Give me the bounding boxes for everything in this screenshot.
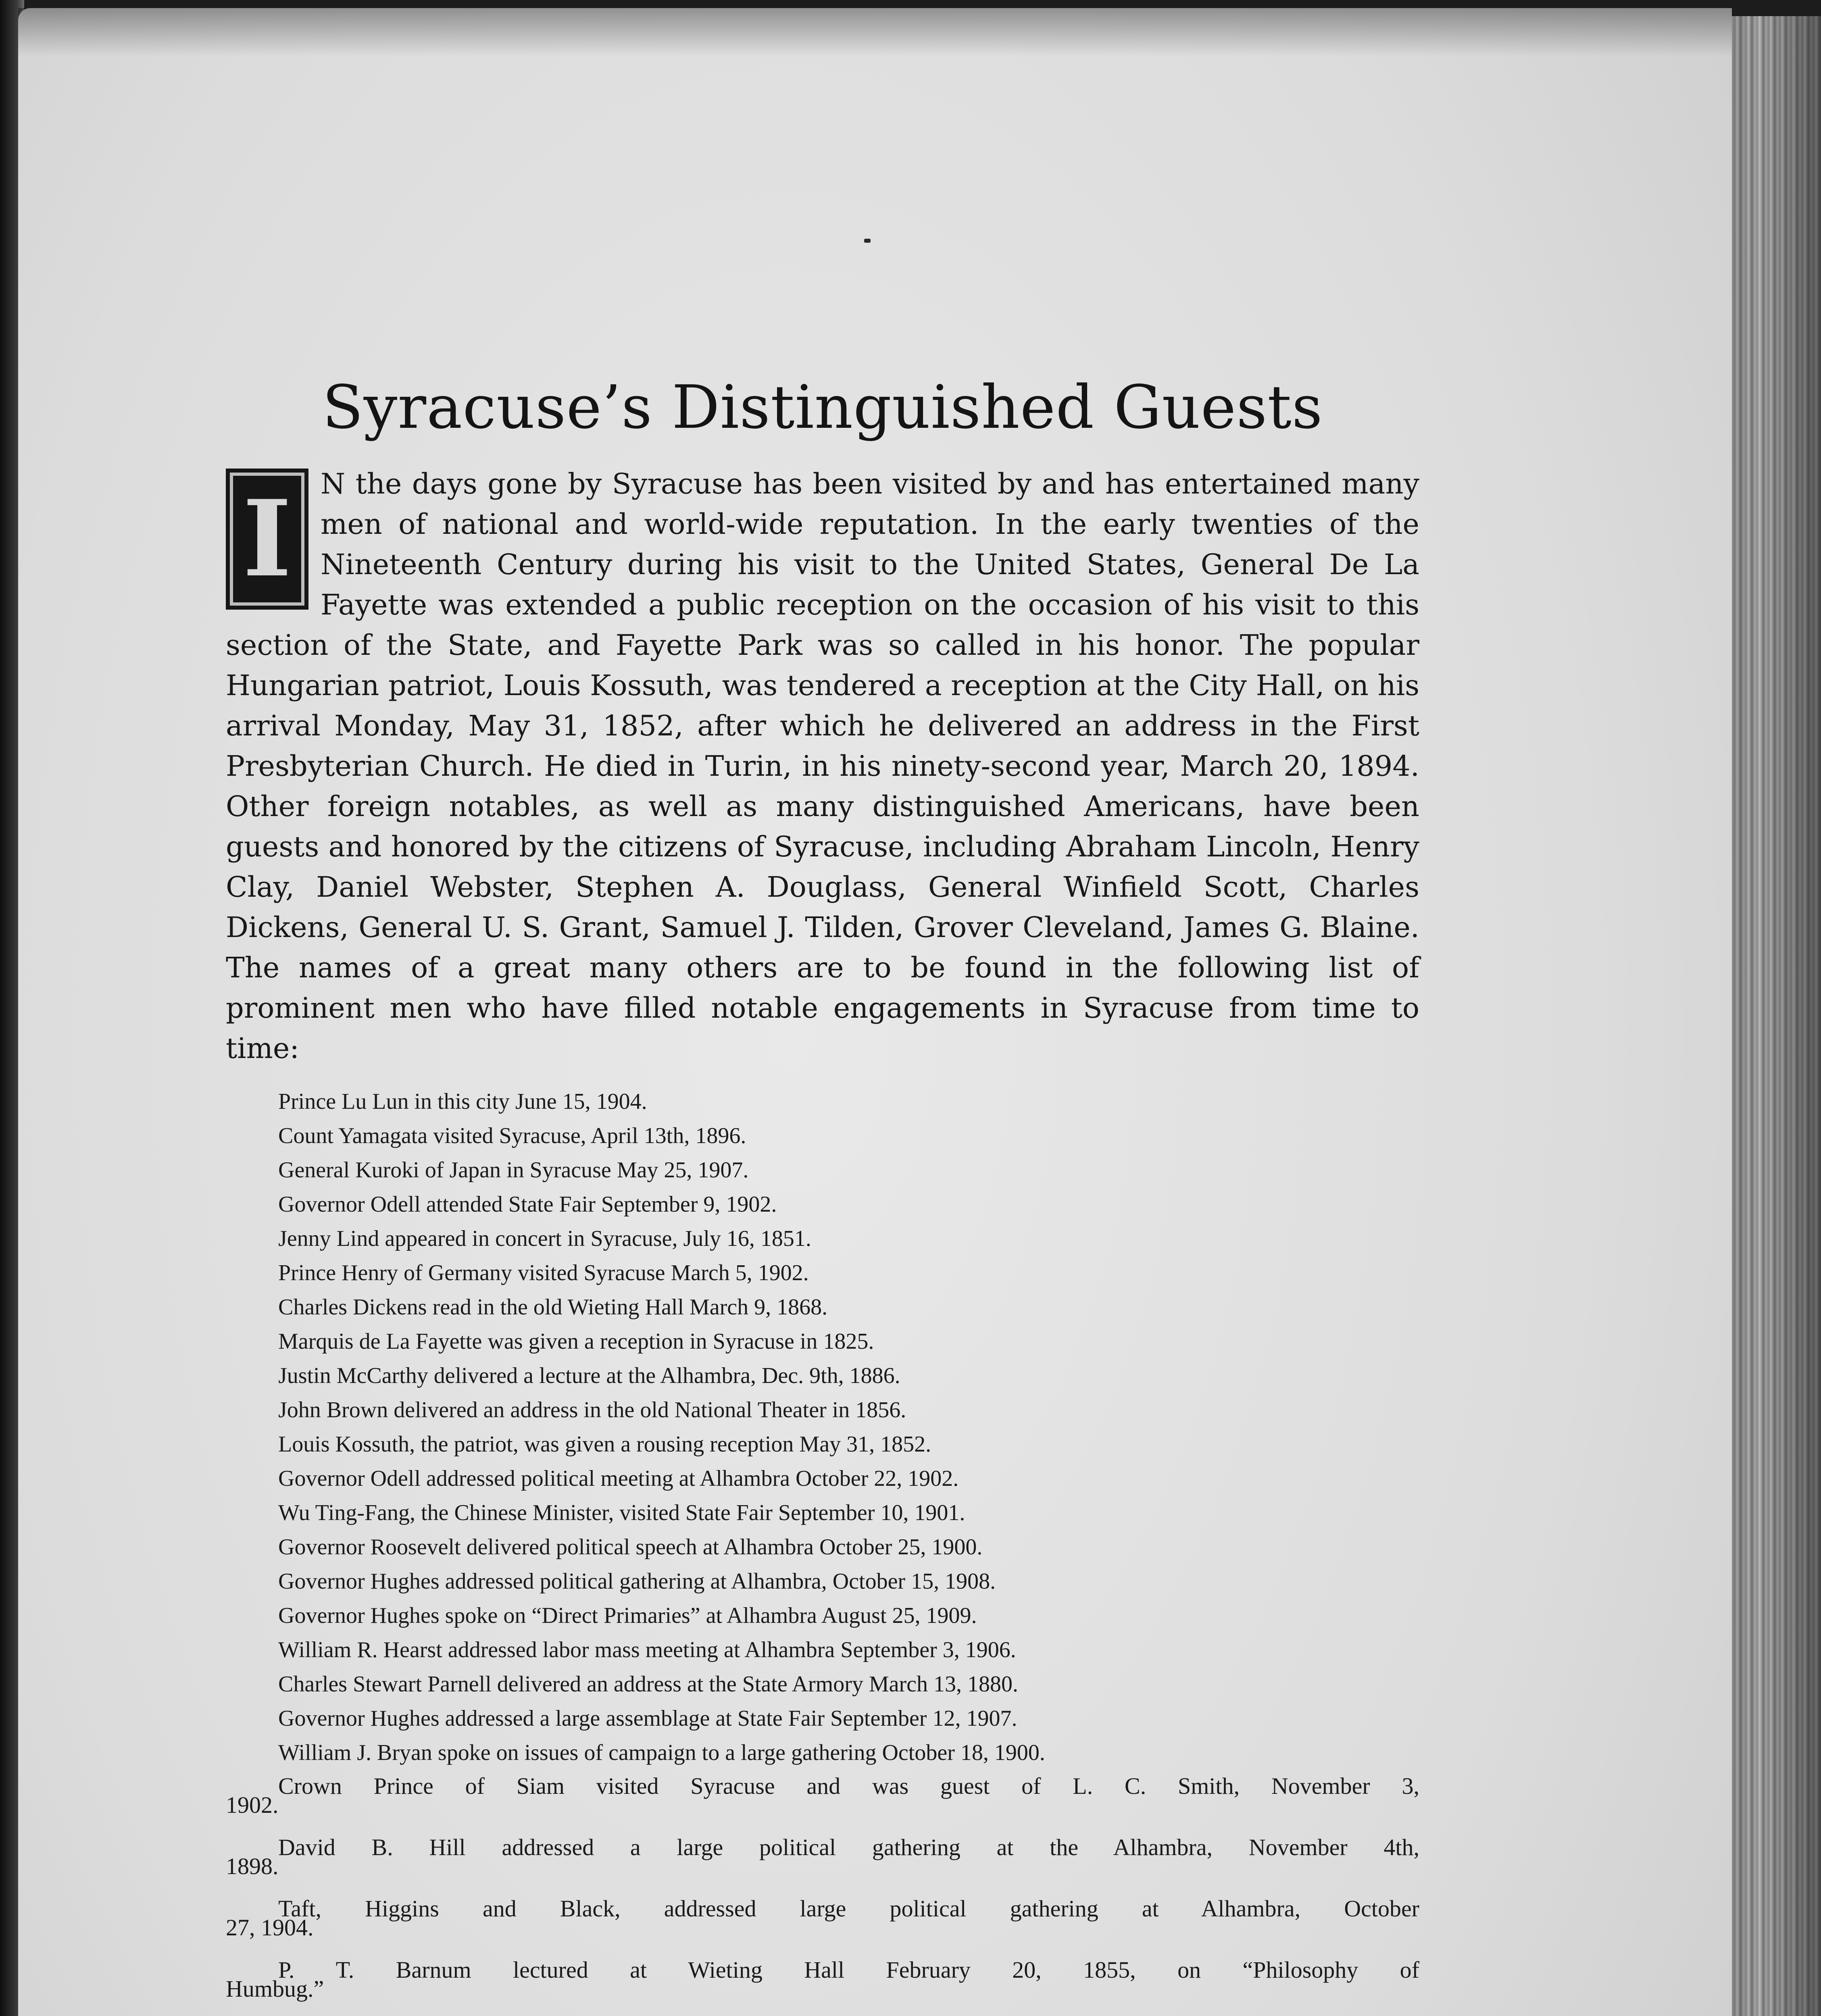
list-item: John Brown delivered an address in the old National Theater in 1856. bbox=[278, 1397, 906, 1422]
guest-list bbox=[226, 1085, 1419, 1770]
list-item: Governor Odell addressed political meeting at Alhambra October 22, 1902. bbox=[278, 1466, 959, 1491]
list-item: William R. Hearst addressed labor mass meeting at Alhambra September 3, 1906. bbox=[278, 1637, 1016, 1662]
list-item: Wu Ting-Fang, the Chinese Minister, visited State Fair September 10, 1901. bbox=[278, 1500, 965, 1525]
intro-paragraph bbox=[226, 464, 1419, 1068]
entry-item bbox=[226, 1893, 1419, 1954]
print-mark bbox=[864, 239, 871, 243]
page-title: Syracuse’s Distinguished Guests bbox=[322, 373, 1323, 442]
entry-continuation: Humbug.” bbox=[226, 1976, 324, 2002]
list-item: Governor Hughes addressed political gathering at Alhambra, October 15, 1908. bbox=[278, 1569, 996, 1594]
list-item: Governor Odell attended State Fair September 9, 1902. bbox=[278, 1192, 777, 1217]
entry-item bbox=[226, 1954, 1419, 2015]
list-item: General Kuroki of Japan in Syracuse May 25, 1907. bbox=[278, 1158, 749, 1183]
list-item: Jenny Lind appeared in concert in Syracuse, July 16, 1851. bbox=[278, 1226, 811, 1251]
list-item: Justin McCarthy delivered a lecture at the Alhambra, Dec. 9th, 1886. bbox=[278, 1363, 900, 1388]
list-item: Louis Kossuth, the patriot, was given a rousing reception May 31, 1852. bbox=[278, 1432, 931, 1457]
entry-continuation: 1898. bbox=[226, 1853, 279, 1879]
list-item: Charles Stewart Parnell delivered an address at the State Armory March 13, 1880. bbox=[278, 1672, 1019, 1697]
list-item: Prince Lu Lun in this city June 15, 1904. bbox=[278, 1089, 647, 1114]
list-item: Count Yamagata visited Syracuse, April 13th, 1896. bbox=[278, 1123, 746, 1148]
entry-text: Crown Prince of Siam visited Syracuse and was guest of L. C. Smith, November 3, bbox=[278, 1773, 1419, 1799]
entry-text: David B. Hill addressed a large political gathering at the Alhambra, November 4th, bbox=[278, 1834, 1419, 1860]
entry-item bbox=[226, 1770, 1419, 1831]
list-item: Governor Hughes addressed a large assemblage at State Fair September 12, 1907. bbox=[278, 1706, 1017, 1731]
list-item: Governor Hughes spoke on “Direct Primaries” at Alhambra August 25, 1909. bbox=[278, 1603, 977, 1628]
entry-text: Taft, Higgins and Black, addressed large political gathering at Alhambra, October bbox=[278, 1895, 1419, 1922]
list-item: Marquis de La Fayette was given a reception in Syracuse in 1825. bbox=[278, 1329, 874, 1354]
list-item: Governor Roosevelt delivered political speech at Alhambra October 25, 1900. bbox=[278, 1535, 983, 1560]
guest-entries bbox=[226, 1770, 1419, 2016]
page-top-shadow bbox=[18, 8, 1732, 56]
page-content bbox=[226, 371, 1419, 2016]
drop-cap bbox=[226, 469, 308, 610]
drop-cap-letter: I bbox=[242, 477, 292, 600]
list-item: William J. Bryan spoke on issues of campaign to a large gathering October 18, 1900. bbox=[278, 1740, 1045, 1765]
page-edges bbox=[1718, 16, 1821, 2016]
entry-text: P. T. Barnum lectured at Wieting Hall February 20, 1855, on “Philosophy of bbox=[278, 1957, 1419, 1983]
list-item: Charles Dickens read in the old Wieting Hall March 9, 1868. bbox=[278, 1295, 828, 1320]
entry-item bbox=[226, 1831, 1419, 1893]
entry-continuation: 27, 1904. bbox=[226, 1914, 314, 1941]
entry-continuation: 1902. bbox=[226, 1792, 279, 1818]
intro-text: N the days gone by Syracuse has been visited by and has entertained many men of national and world-wide reputation. In the early twenties of the Nineteenth Century during his visit to the United States, General De La Fayette was extended a public reception on the occasion of his visit to this section of the State, and Fayette Park was so called in his honor. The popular Hungarian patriot, Louis Kossuth, was tendered a reception at the City Hall, on his arrival Monday, May 31, 1852, after which he delivered an address in the First Presbyterian Church. He died in Turin, in his ninety-second year, March 20, 1894. Other foreign notables, as well as many distinguished Americans, have been guests and honored by the citizens of Syracuse, including Abraham Lincoln, Henry Clay, Daniel Webster, Stephen A. Douglass, General Winfield Scott, Charles Dickens, General U. S. Grant, Samuel J. Tilden, Grover Cleveland, James G. Blaine. The names of a great many others are to be found in the following list of prominent men who have filled notable engagements in Syracuse from time to time: bbox=[226, 467, 1419, 1065]
list-item: Prince Henry of Germany visited Syracuse March 5, 1902. bbox=[278, 1260, 809, 1285]
